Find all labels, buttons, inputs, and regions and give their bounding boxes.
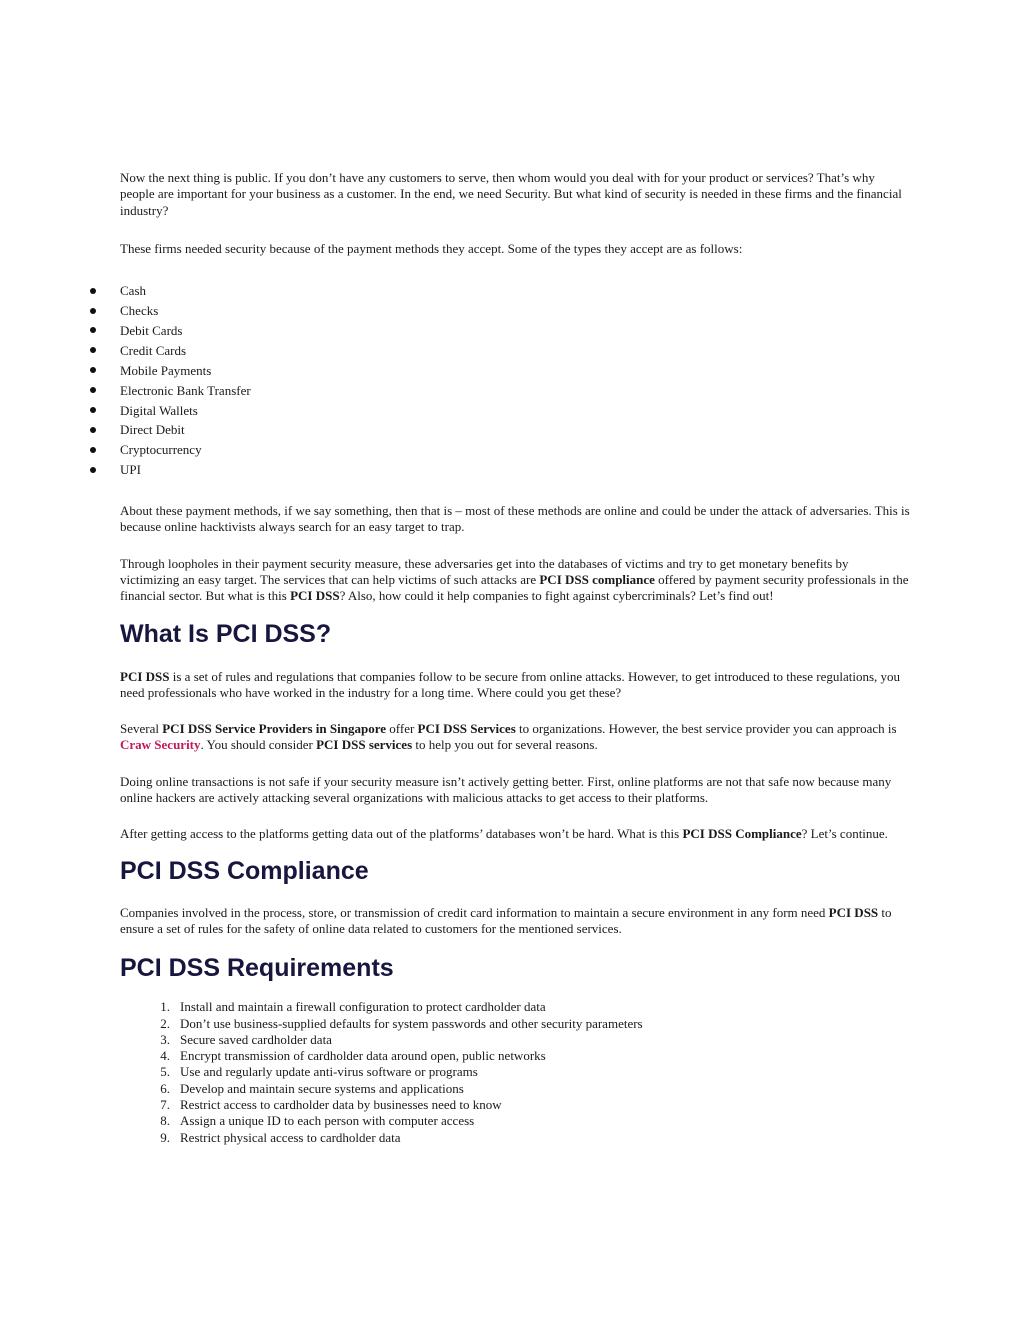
list-item: UPI [120,460,910,480]
list-item: Cash [120,281,910,301]
heading-pci-dss-requirements: PCI DSS Requirements [120,954,394,983]
access-paragraph: After getting access to the platforms getting data out of the platforms’ databases won’t be hard. What is this PCI DSS Compliance? Let’s continue. [120,826,888,842]
list-item: 5. Use and regularly update anti-virus software or programs [160,1064,478,1080]
document-page [120,170,910,1146]
list-item: 4. Encrypt transmission of cardholder data around open, public networks [160,1048,546,1064]
list-item: Credit Cards [120,341,910,361]
list-item: Electronic Bank Transfer [120,381,910,401]
requirements-list [120,999,910,1146]
compliance-paragraph: Companies involved in the process, store, or transmission of credit card information to maintain a secure environment in any form need PCI DSS to ensure a set of rules for the safety of online data related to customers for the mentioned services. [120,904,892,936]
payment-methods-paragraph: About these payment methods, if we say something, then that is – most of these methods are online and could be under the attack of adversaries. This is because online hacktivists always search for an easy target to trap. [120,503,910,535]
list-item: 2. Don’t use business-supplied defaults for system passwords and other security parameters [160,1015,643,1031]
list-item: Cryptocurrency [120,440,910,460]
payment-methods-list [120,281,910,480]
list-item: Digital Wallets [120,401,910,421]
definition-paragraph: PCI DSS is a set of rules and regulations that companies follow to be secure from online attacks. However, to get introduced to these regulations, you need professionals who have worked in the industry for a long time. Where could you get these? [120,668,901,700]
list-item: 3. Secure saved cardholder data [160,1031,332,1047]
list-item: Direct Debit [120,420,910,440]
list-item: Debit Cards [120,321,910,341]
payment-methods-intro: These firms needed security because of the payment methods they accept. Some of the types they accept are as follows: [120,240,743,256]
craw-security-link[interactable]: Craw Security [120,737,201,753]
list-item: Mobile Payments [120,361,910,381]
list-item: 6. Develop and maintain secure systems and applications [160,1080,464,1096]
heading-what-is-pci-dss: What Is PCI DSS? [120,619,332,648]
online-transactions-paragraph: Doing online transactions is not safe if your security measure isn’t actively getting better. First, online platforms are not that safe now because many online hackers are actively attacking several organizations with malicious attacks to get access to their platforms. [120,773,892,806]
intro-paragraph: Now the next thing is public. If you don’t have any customers to serve, then whom would you deal with for your product or services? That’s why people are important for your business as a customer. In the end, we need Security. But what kind of security is needed in these firms and the financial industry? [120,170,902,218]
heading-pci-dss-compliance: PCI DSS Compliance [120,856,369,885]
list-item: 1. Install and maintain a firewall configuration to protect cardholder data [160,999,546,1015]
loopholes-paragraph: Through loopholes in their payment security measure, these adversaries get into the databases of victims and try to get monetary benefits by victimizing an easy target. The services that can help victims of such attacks are PCI DSS compliance offered by payment security professionals in the financial sector. But what is this PCI DSS? Also, how could it help companies to fight against cybercriminals? Let’s find out! [120,555,909,604]
list-item: 8. Assign a unique ID to each person with computer access [160,1113,475,1129]
list-item: Checks [120,301,910,321]
providers-paragraph: Several PCI DSS Service Providers in Singapore offer PCI DSS Services to organizations. However, the best service provider you can approach is Craw Security. You should consider PCI DSS services to help you out for several reasons. [120,721,897,753]
list-item: 9. Restrict physical access to cardholder data [160,1129,401,1145]
list-item: 7. Restrict access to cardholder data by businesses need to know [160,1097,502,1113]
